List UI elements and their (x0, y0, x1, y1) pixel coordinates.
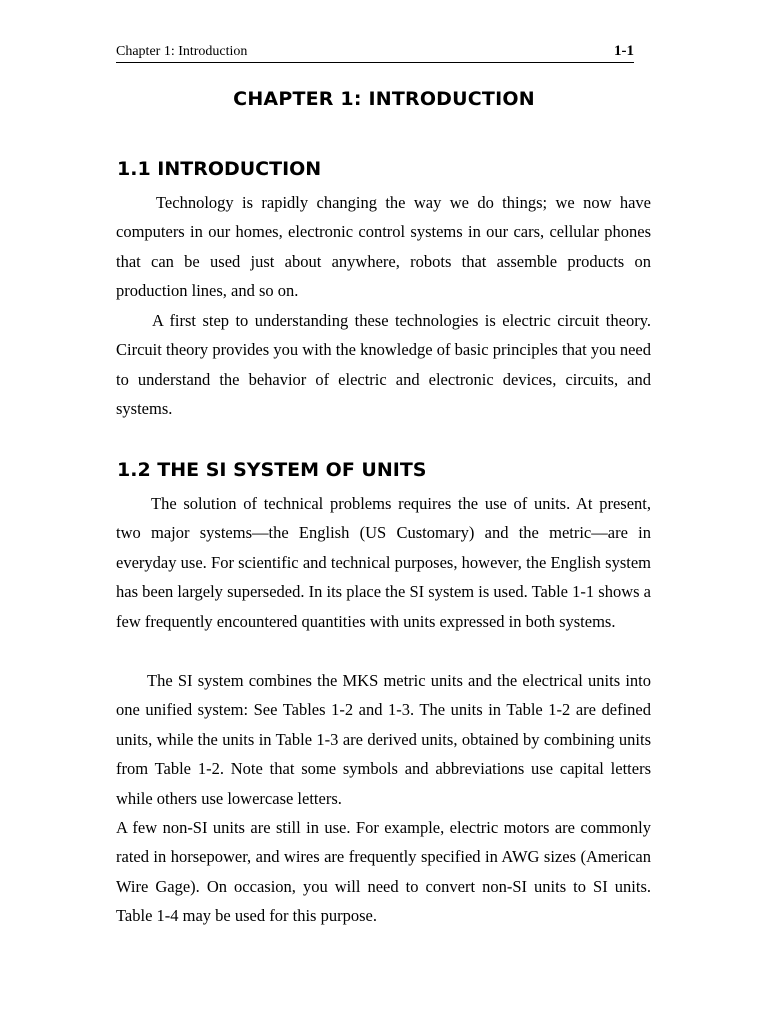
running-header (116, 42, 634, 63)
section-heading-introduction: 1.1 INTRODUCTION (117, 158, 322, 180)
paragraph-circuit-theory: A first step to understanding these technologies is electric circuit theory. Circuit theory provides you with the knowledge of basic principles that you need to understand the behavior of electric and electronic devices, circuits, and systems. (116, 311, 651, 419)
paragraph-non-si-units: A few non-SI units are still in use. For example, electric motors are commonly rated in horsepower, and wires are frequently specified in AWG sizes (American Wire Gage). On occasion, you will need to convert non-SI units to SI units. Table 1-4 may be used for this purpose. (116, 818, 651, 926)
paragraph-si-system: The SI system combines the MKS metric units and the electrical units into one unified system: See Tables 1-2 and 1-3. The units in Table 1-2 are defined units, while the units in Table 1-3 are derived units, obtained by combining units from Table 1-2. Note that some symbols and abbreviations use capital letters while others use lowercase letters. (116, 671, 651, 808)
header-chapter-label: Chapter 1: Introduction (116, 44, 248, 59)
section-heading-si-units: 1.2 THE SI SYSTEM OF UNITS (117, 459, 427, 481)
header-page-number: 1-1 (614, 43, 634, 59)
paragraph-technology: Technology is rapidly changing the way we do things; we now have computers in our homes, electronic control systems in our cars, cellular phones that can be used just about anywhere, robots that assemble products on production lines, and so on. (116, 193, 651, 301)
paragraph-technical-problems: The solution of technical problems requires the use of units. At present, two major systems—the English (US Customary) and the metric—are in everyday use. For scientific and technical purposes, however, the English system has been largely superseded. In its place the SI system is used. Table 1-1 shows a few frequently encountered quantities with units expressed in both systems. (116, 494, 651, 631)
chapter-title: CHAPTER 1: INTRODUCTION (233, 88, 535, 110)
